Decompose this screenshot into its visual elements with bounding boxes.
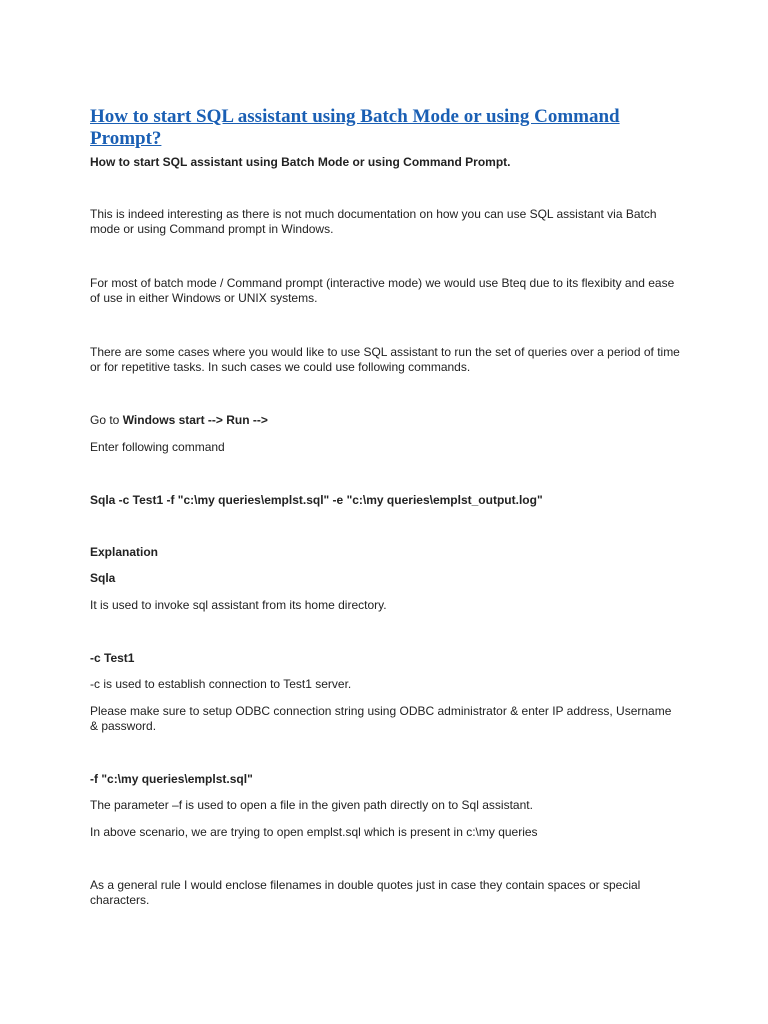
enter-command-paragraph: Enter following command: [90, 440, 225, 454]
command-line: Sqla -c Test1 -f "c:\my queries\emplst.sql" -e "c:\my queries\emplst_output.log": [90, 493, 543, 507]
sqla-heading: Sqla: [90, 571, 116, 585]
goto-prefix: Go to: [90, 413, 123, 427]
c-option-description: -c is used to establish connection to Test1 server.: [90, 677, 352, 691]
f-option-scenario: In above scenario, we are trying to open emplst.sql which is present in c:\my queries: [90, 825, 538, 839]
c-option-heading: -c Test1: [90, 651, 135, 665]
f-option-heading: -f "c:\my queries\emplst.sql": [90, 772, 253, 786]
subtitle: How to start SQL assistant using Batch Mode or using Command Prompt.: [90, 155, 511, 169]
f-option-description: The parameter –f is used to open a file in the given path directly on to Sql assistant.: [90, 798, 533, 812]
explanation-heading: Explanation: [90, 545, 159, 559]
page-title-link[interactable]: How to start SQL assistant using Batch Mode or using Command Prompt?: [90, 106, 620, 149]
goto-path: Windows start --> Run -->: [122, 413, 268, 427]
intro-paragraph: This is indeed interesting as there is not much documentation on how you can use SQL assistant via Batch mode or using Command prompt in Windows.: [90, 207, 657, 236]
general-rule-paragraph: As a general rule I would enclose filenames in double quotes just in case they contain spaces or special characters.: [90, 878, 641, 907]
goto-paragraph: [90, 413, 680, 428]
bteq-paragraph: For most of batch mode / Command prompt (interactive mode) we would use Bteq due to its flexibity and ease of use in either Windows or UNIX systems.: [90, 276, 675, 305]
sqla-description: It is used to invoke sql assistant from its home directory.: [90, 598, 387, 612]
c-option-note: Please make sure to setup ODBC connection string using ODBC administrator & enter IP address, Username & password.: [90, 704, 672, 733]
cases-paragraph: There are some cases where you would like to use SQL assistant to run the set of queries over a period of time or for repetitive tasks. In such cases we could use following commands.: [90, 345, 680, 374]
